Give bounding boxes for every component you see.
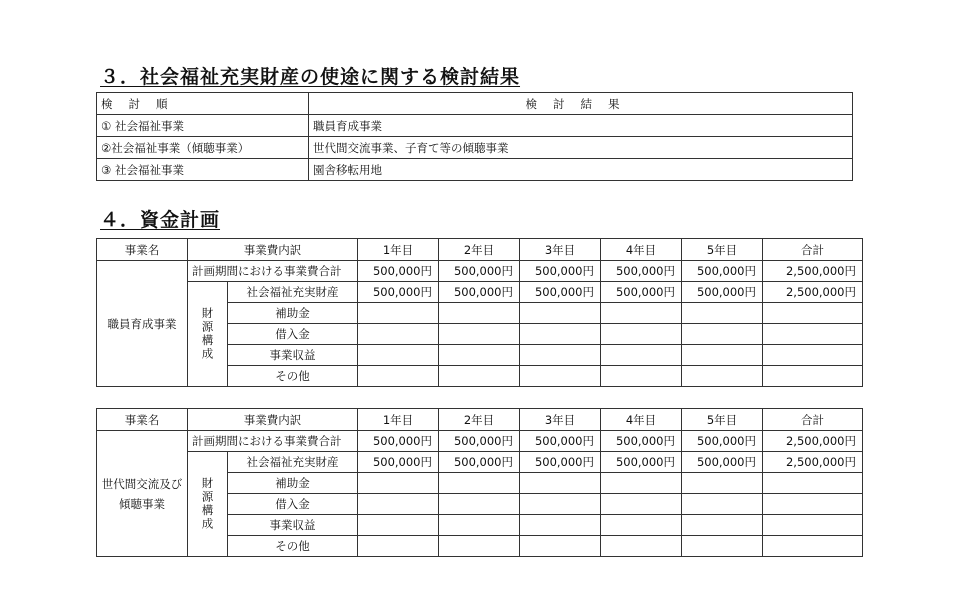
header-year-2: 2年目	[439, 409, 520, 431]
fund-year-1: 500,000円	[358, 282, 439, 303]
plan-total-year-3: 500,000円	[520, 431, 601, 452]
business-name: 世代間交流及び傾聴事業	[97, 431, 188, 557]
section4-heading: ４．資金計画	[100, 209, 221, 231]
plan-total-year-4: 500,000円	[601, 261, 682, 282]
plan-total-sum: 2,500,000円	[763, 261, 863, 282]
fund-year-1: 500,000円	[358, 452, 439, 473]
header-year-1: 1年目	[358, 239, 439, 261]
plan-total-year-2: 500,000円	[439, 431, 520, 452]
fund-year-5: 500,000円	[682, 282, 763, 303]
plan-total-sum: 2,500,000円	[763, 431, 863, 452]
order-cell: ① 社会福祉事業	[97, 115, 309, 137]
header-total: 合計	[763, 239, 863, 261]
fund-year-5: 500,000円	[682, 452, 763, 473]
header-total: 合計	[763, 409, 863, 431]
header-year-5: 5年目	[682, 239, 763, 261]
source-item: 借入金	[228, 324, 358, 345]
fund-year-2: 500,000円	[439, 282, 520, 303]
source-item: 借入金	[228, 494, 358, 515]
plan-total-year-5: 500,000円	[682, 431, 763, 452]
fund-year-4: 500,000円	[601, 452, 682, 473]
plan-total-year-1: 500,000円	[358, 261, 439, 282]
source-item: 社会福祉充実財産	[228, 282, 358, 303]
plan-total-year-2: 500,000円	[439, 261, 520, 282]
header-breakdown: 事業費内訳	[188, 409, 358, 431]
source-label: 財源構成	[188, 452, 228, 557]
source-item: その他	[228, 536, 358, 557]
fund-sum: 2,500,000円	[763, 282, 863, 303]
header-business: 事業名	[97, 409, 188, 431]
funding-plan-table-1	[96, 238, 863, 387]
source-item: その他	[228, 366, 358, 387]
header-result: 検討結果	[309, 93, 853, 115]
header-year-1: 1年目	[358, 409, 439, 431]
plan-total-year-3: 500,000円	[520, 261, 601, 282]
fund-year-3: 500,000円	[520, 452, 601, 473]
plan-cost-label: 計画期間における事業費合計	[188, 431, 358, 452]
business-name: 職員育成事業	[97, 261, 188, 387]
plan-total-year-1: 500,000円	[358, 431, 439, 452]
order-cell: ③ 社会福祉事業	[97, 159, 309, 181]
fund-sum: 2,500,000円	[763, 452, 863, 473]
header-breakdown: 事業費内訳	[188, 239, 358, 261]
source-item: 補助金	[228, 303, 358, 324]
source-label: 財源構成	[188, 282, 228, 387]
result-cell: 職員育成事業	[309, 115, 853, 137]
header-year-3: 3年目	[520, 239, 601, 261]
review-results-table	[96, 92, 853, 181]
source-item: 事業収益	[228, 515, 358, 536]
result-cell: 世代間交流事業、子育て等の傾聴事業	[309, 137, 853, 159]
plan-cost-label: 計画期間における事業費合計	[188, 261, 358, 282]
plan-total-year-4: 500,000円	[601, 431, 682, 452]
fund-year-2: 500,000円	[439, 452, 520, 473]
header-year-2: 2年目	[439, 239, 520, 261]
header-year-3: 3年目	[520, 409, 601, 431]
header-order: 検討順	[97, 93, 309, 115]
header-business: 事業名	[97, 239, 188, 261]
header-year-4: 4年目	[601, 239, 682, 261]
header-year-4: 4年目	[601, 409, 682, 431]
section3-heading: ３．社会福祉充実財産の使途に関する検討結果	[100, 66, 521, 88]
source-item: 事業収益	[228, 345, 358, 366]
result-cell: 園舎移転用地	[309, 159, 853, 181]
header-year-5: 5年目	[682, 409, 763, 431]
source-item: 社会福祉充実財産	[228, 452, 358, 473]
fund-year-3: 500,000円	[520, 282, 601, 303]
order-cell: ②社会福祉事業（傾聴事業）	[97, 137, 309, 159]
fund-year-4: 500,000円	[601, 282, 682, 303]
source-item: 補助金	[228, 473, 358, 494]
funding-plan-table-2	[96, 408, 863, 557]
plan-total-year-5: 500,000円	[682, 261, 763, 282]
